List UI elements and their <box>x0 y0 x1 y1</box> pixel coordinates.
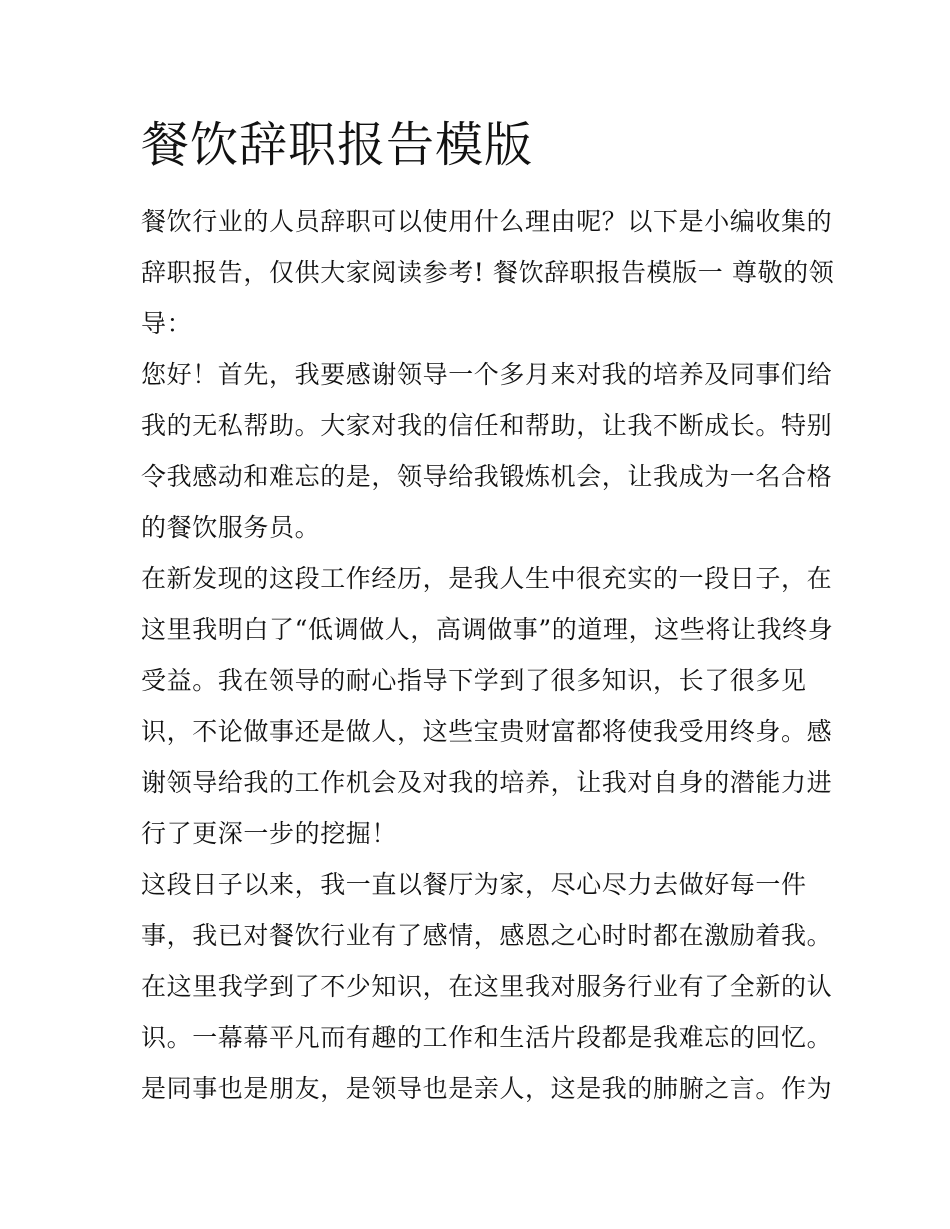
body-line: 令我感动和难忘的是，领导给我锻炼机会，让我成为一名合格 <box>141 462 833 491</box>
body-line: 受益。我在领导的耐心指导下学到了很多知识，长了很多见 <box>141 666 807 695</box>
body-line: 谢领导给我的工作机会及对我的培养，让我对自身的潜能力进 <box>141 768 833 797</box>
body-line: 导： <box>141 309 193 338</box>
body-line: 识。一幕幕平凡而有趣的工作和生活片段都是我难忘的回忆。 <box>141 1023 833 1052</box>
body-line: 这段日子以来，我一直以餐厅为家，尽心尽力去做好每一件 <box>141 870 807 899</box>
body-line: 行了更深一步的挖掘！ <box>141 819 398 848</box>
body-line: 在新发现的这段工作经历，是我人生中很充实的一段日子，在 <box>141 564 833 593</box>
body-line: 您好！首先，我要感谢领导一个多月来对我的培养及同事们给 <box>141 360 833 389</box>
document-title: 餐饮辞职报告模版 <box>141 117 534 173</box>
body-line: 辞职报告，仅供大家阅读参考! 餐饮辞职报告模版一 尊敬的领 <box>141 258 835 287</box>
body-line: 餐饮行业的人员辞职可以使用什么理由呢？以下是小编收集的 <box>141 207 833 236</box>
body-line: 在这里我学到了不少知识，在这里我对服务行业有了全新的认 <box>141 972 833 1001</box>
body-line: 是同事也是朋友，是领导也是亲人，这是我的肺腑之言。作为 <box>141 1074 833 1103</box>
document-body <box>141 196 835 1114</box>
body-line: 识，不论做事还是做人，这些宝贵财富都将使我受用终身。感 <box>141 717 833 746</box>
body-line: 事，我已对餐饮行业有了感情，感恩之心时时都在激励着我。 <box>141 921 833 950</box>
body-line: 这里我明白了“低调做人，高调做事”的道理，这些将让我终身 <box>141 615 834 644</box>
body-line: 我的无私帮助。大家对我的信任和帮助，让我不断成长。特别 <box>141 411 833 440</box>
body-line: 的餐饮服务员。 <box>141 513 321 542</box>
